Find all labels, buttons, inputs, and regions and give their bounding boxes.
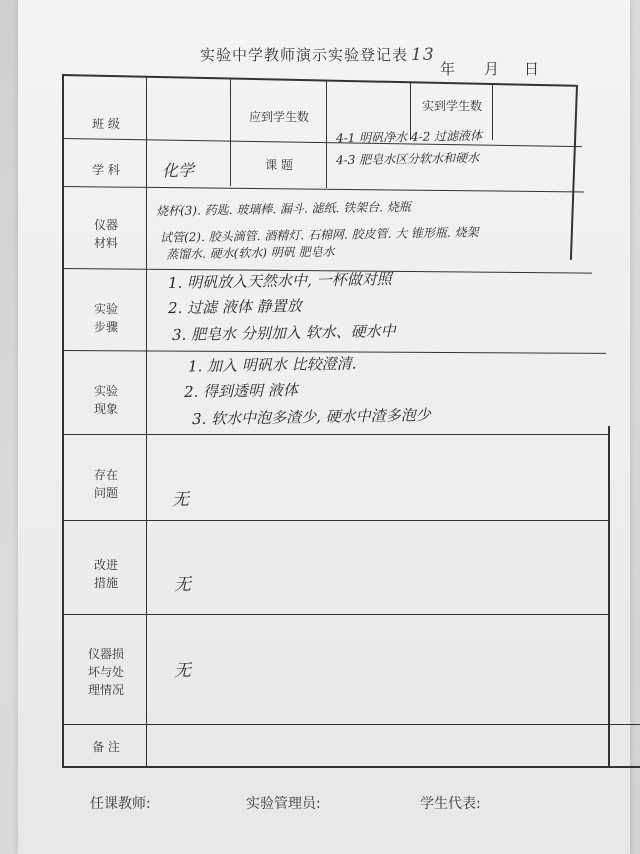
improvements-label-line-2: 措施 bbox=[93, 576, 118, 590]
phenomena-label-line-2: 现象 bbox=[93, 402, 118, 416]
steps-line-2[interactable]: 2. 过滤 液体 静置放 bbox=[167, 296, 302, 318]
table-bottom-border bbox=[62, 766, 640, 768]
date-month: 月 bbox=[484, 60, 500, 78]
row1-divider-d bbox=[492, 84, 493, 140]
table-top-border bbox=[62, 74, 576, 87]
phenomena-label-line-1: 实验 bbox=[93, 384, 118, 398]
problems-label-line-2: 问题 bbox=[93, 486, 118, 500]
damage-label bbox=[70, 645, 142, 699]
date-day: 日 bbox=[524, 60, 540, 78]
subject-label: 学 科 bbox=[92, 163, 120, 177]
problems-label-line-1: 存在 bbox=[93, 468, 118, 482]
class-label: 班 级 bbox=[92, 117, 120, 131]
materials-label-line-1: 仪器 bbox=[93, 218, 118, 232]
table-right-border-lower bbox=[608, 426, 610, 766]
table-left-border bbox=[62, 74, 64, 766]
damage-label-line-3: 理情况 bbox=[87, 683, 124, 697]
row-line-2 bbox=[62, 186, 584, 192]
remarks-label: 备 注 bbox=[92, 740, 120, 754]
table-right-border-upper bbox=[570, 85, 578, 260]
footer-teacher: 任课教师: bbox=[90, 796, 151, 812]
title-text: 实验中学教师演示实验登记表 bbox=[200, 46, 409, 64]
steps-label-line-2: 步骤 bbox=[93, 320, 118, 334]
topic-line-1[interactable]: 4-1 明矾净水 4-2 过滤液体 bbox=[335, 128, 483, 146]
problems-value[interactable]: 无 bbox=[171, 489, 190, 511]
footer-lab-manager: 实验管理员: bbox=[246, 796, 321, 812]
problems-label bbox=[70, 466, 142, 502]
steps-line-1[interactable]: 1. 明矾放入天然水中, 一杯做对照 bbox=[167, 270, 392, 292]
materials-label-line-2: 材料 bbox=[93, 236, 118, 250]
topic-label: 课 题 bbox=[265, 158, 293, 172]
row-line-6 bbox=[62, 520, 610, 521]
title-number: 13 bbox=[411, 45, 435, 65]
phenomena-label bbox=[70, 382, 142, 418]
phenomena-line-1[interactable]: 1. 加入 明矾水 比较澄清. bbox=[187, 354, 357, 376]
expected-students-label: 应到学生数 bbox=[248, 110, 309, 124]
row-line-1 bbox=[62, 138, 582, 147]
row-line-7 bbox=[62, 614, 610, 615]
materials-line-2[interactable]: 试管(2). 胶头滴管. 酒精灯. 石棉网. 胶皮管. 大 锥形瓶. 烧架 bbox=[159, 225, 479, 245]
topic-line-2[interactable]: 4-3 肥皂水区分软水和硬水 bbox=[335, 150, 480, 168]
damage-label-line-2: 坏与处 bbox=[87, 665, 124, 679]
steps-line-3[interactable]: 3. 肥皂水 分别加入 软水、硬水中 bbox=[171, 322, 396, 344]
damage-label-line-1: 仪器损 bbox=[87, 647, 124, 661]
materials-label bbox=[70, 216, 142, 252]
phenomena-line-3[interactable]: 3. 软水中泡多渣少, 硬水中渣多泡少 bbox=[191, 405, 431, 429]
improvements-label-line-1: 改进 bbox=[93, 558, 118, 572]
materials-line-3[interactable]: 蒸馏水. 硬水(软水) 明矾 肥皂水 bbox=[165, 244, 335, 262]
improvements-label bbox=[70, 556, 142, 592]
phenomena-line-2[interactable]: 2. 得到透明 液体 bbox=[183, 381, 299, 401]
label-column-divider bbox=[146, 76, 147, 766]
improvements-value[interactable]: 无 bbox=[173, 574, 192, 596]
steps-label-line-1: 实验 bbox=[93, 302, 118, 316]
date-year: 年 bbox=[440, 60, 456, 78]
damage-value[interactable]: 无 bbox=[173, 660, 192, 682]
row1-divider-b bbox=[326, 80, 327, 188]
row1-divider-a bbox=[230, 78, 231, 186]
actual-students-label: 实到学生数 bbox=[421, 99, 482, 113]
row-line-8 bbox=[62, 724, 640, 725]
steps-label bbox=[70, 300, 142, 336]
footer-student-rep: 学生代表: bbox=[420, 796, 481, 812]
row-line-5 bbox=[62, 434, 610, 435]
materials-line-1[interactable]: 烧杯(3). 药匙. 玻璃棒. 漏斗. 滤纸. 铁架台. 烧瓶 bbox=[155, 199, 411, 219]
subject-value[interactable]: 化学 bbox=[161, 160, 195, 181]
